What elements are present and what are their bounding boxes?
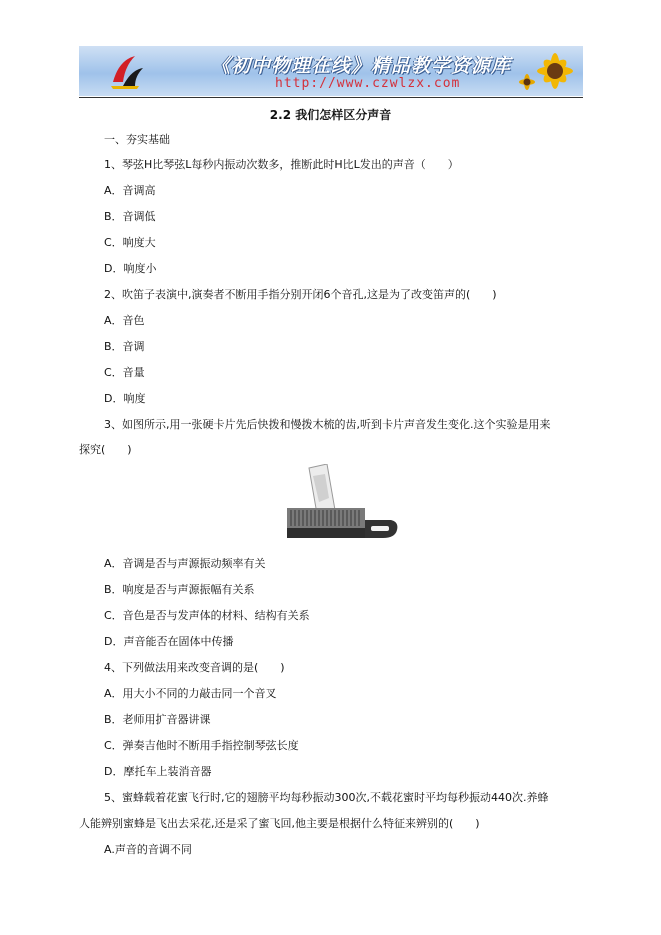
q5-option-a: A.声音的音调不同 bbox=[104, 843, 192, 856]
q1-option-a: A．音调高 bbox=[104, 184, 156, 197]
question-2-stem: 2、吹笛子表演中,演奏者不断用手指分别开闭6个音孔,这是为了改变笛声的( ) bbox=[104, 288, 497, 301]
comb-card-figure bbox=[283, 464, 401, 542]
q4-option-d: D．摩托车上装消音器 bbox=[104, 765, 212, 778]
sunflower-icon bbox=[517, 48, 581, 94]
logo-icon bbox=[109, 52, 145, 90]
question-5-stem-line2: 人能辨别蜜蜂是飞出去采花,还是采了蜜飞回,他主要是根据什么特征来辨别的( ) bbox=[79, 817, 480, 830]
q1-option-c: C．响度大 bbox=[104, 236, 156, 249]
q3-option-a: A．音调是否与声源振动频率有关 bbox=[104, 557, 266, 570]
q2-option-b: B．音调 bbox=[104, 340, 145, 353]
section-heading: 一、夯实基础 bbox=[104, 133, 170, 146]
q4-option-a: A．用大小不同的力敲击同一个音叉 bbox=[104, 687, 277, 700]
q1-option-b: B．音调低 bbox=[104, 210, 156, 223]
q1-option-d: D．响度小 bbox=[104, 262, 157, 275]
q2-option-a: A．音色 bbox=[104, 314, 145, 327]
question-4-stem: 4、下列做法用来改变音调的是( ) bbox=[104, 661, 285, 674]
q3-option-d: D．声音能否在固体中传播 bbox=[104, 635, 234, 648]
question-3-stem-line1: 3、如图所示,用一张硬卡片先后快拨和慢拨木梳的齿,听到卡片声音发生变化.这个实验是用来 bbox=[104, 418, 551, 431]
header-banner bbox=[79, 46, 583, 96]
q2-option-c: C．音量 bbox=[104, 366, 145, 379]
banner-url[interactable]: http://www.czwlzx.com bbox=[275, 76, 461, 91]
q3-option-c: C．音色是否与发声体的材料、结构有关系 bbox=[104, 609, 310, 622]
q3-option-b: B．响度是否与声源振幅有关系 bbox=[104, 583, 255, 596]
q2-option-d: D．响度 bbox=[104, 392, 146, 405]
banner-title: 《初中物理在线》精品教学资源库 bbox=[211, 55, 512, 77]
q4-option-c: C．弹奏吉他时不断用手指控制琴弦长度 bbox=[104, 739, 299, 752]
page-title: 2.2 我们怎样区分声音 bbox=[269, 108, 392, 122]
question-3-stem-line2: 探究( ) bbox=[79, 443, 132, 456]
q4-option-b: B．老师用扩音器讲课 bbox=[104, 713, 211, 726]
header-divider bbox=[79, 97, 583, 98]
question-5-stem-line1: 5、蜜蜂载着花蜜飞行时,它的翅膀平均每秒振动300次,不载花蜜时平均每秒振动440次.养蜂 bbox=[104, 791, 549, 804]
question-1-stem: 1、琴弦H比琴弦L每秒内振动次数多，推断此时H比L发出的声音（ ） bbox=[104, 158, 459, 171]
